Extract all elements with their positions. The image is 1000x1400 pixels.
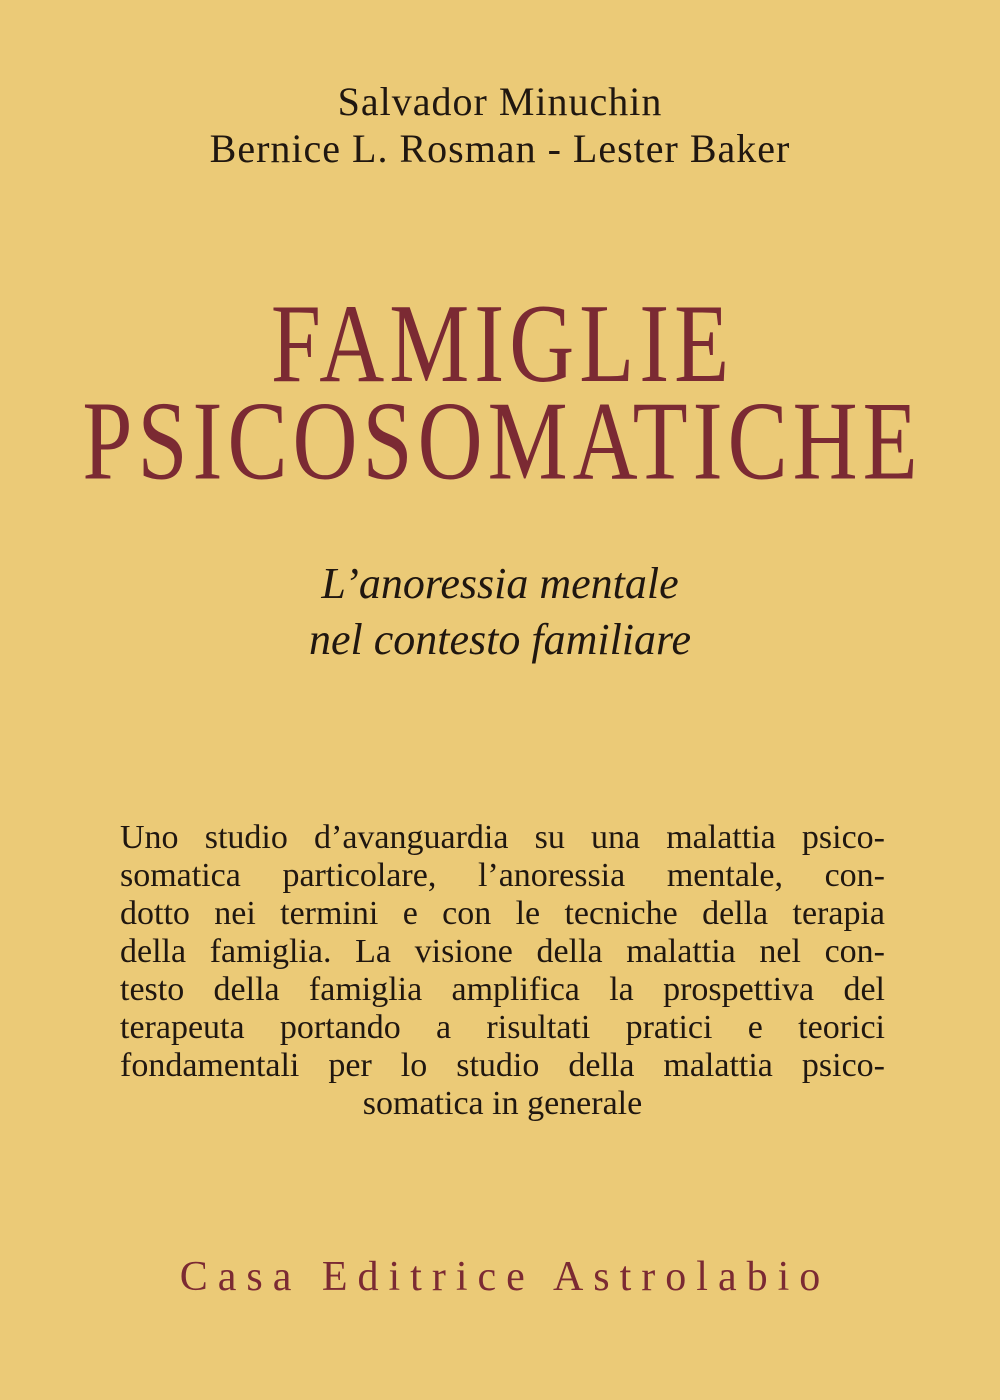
author-line-1: Salvador Minuchin	[337, 79, 663, 124]
description-line: testo della famiglia amplifica la prospettiva del	[120, 971, 885, 1008]
description-line: somatica in generale	[362, 1085, 643, 1122]
description-line: dotto nei termini e con le tecniche della terapia	[120, 895, 885, 932]
book-title-line-2: PSICOSOMATICHE	[82, 379, 923, 504]
book-title	[0, 282, 1000, 504]
author-line-2: Bernice L. Rosman - Lester Baker	[209, 126, 791, 171]
subtitle-line-2: nel contesto familiare	[308, 615, 692, 664]
description-block	[120, 819, 885, 1123]
description-line: Uno studio d’avanguardia su una malattia psico-	[120, 819, 885, 856]
description-line: terapeuta portando a risultati pratici e teorici	[120, 1009, 885, 1046]
book-subtitle	[0, 556, 1000, 668]
subtitle-line-1: L’anoressia mentale	[321, 559, 679, 608]
description-line: della famiglia. La visione della malattia nel con-	[120, 933, 885, 970]
book-title-line-1: FAMIGLIE	[270, 282, 735, 406]
description-line: somatica particolare, l’anoressia mentale, con-	[120, 857, 885, 894]
description-line: fondamentali per lo studio della malattia psico-	[120, 1047, 885, 1084]
authors-block	[0, 78, 1000, 172]
publisher-name: Casa Editrice Astrolabio	[179, 1254, 831, 1300]
